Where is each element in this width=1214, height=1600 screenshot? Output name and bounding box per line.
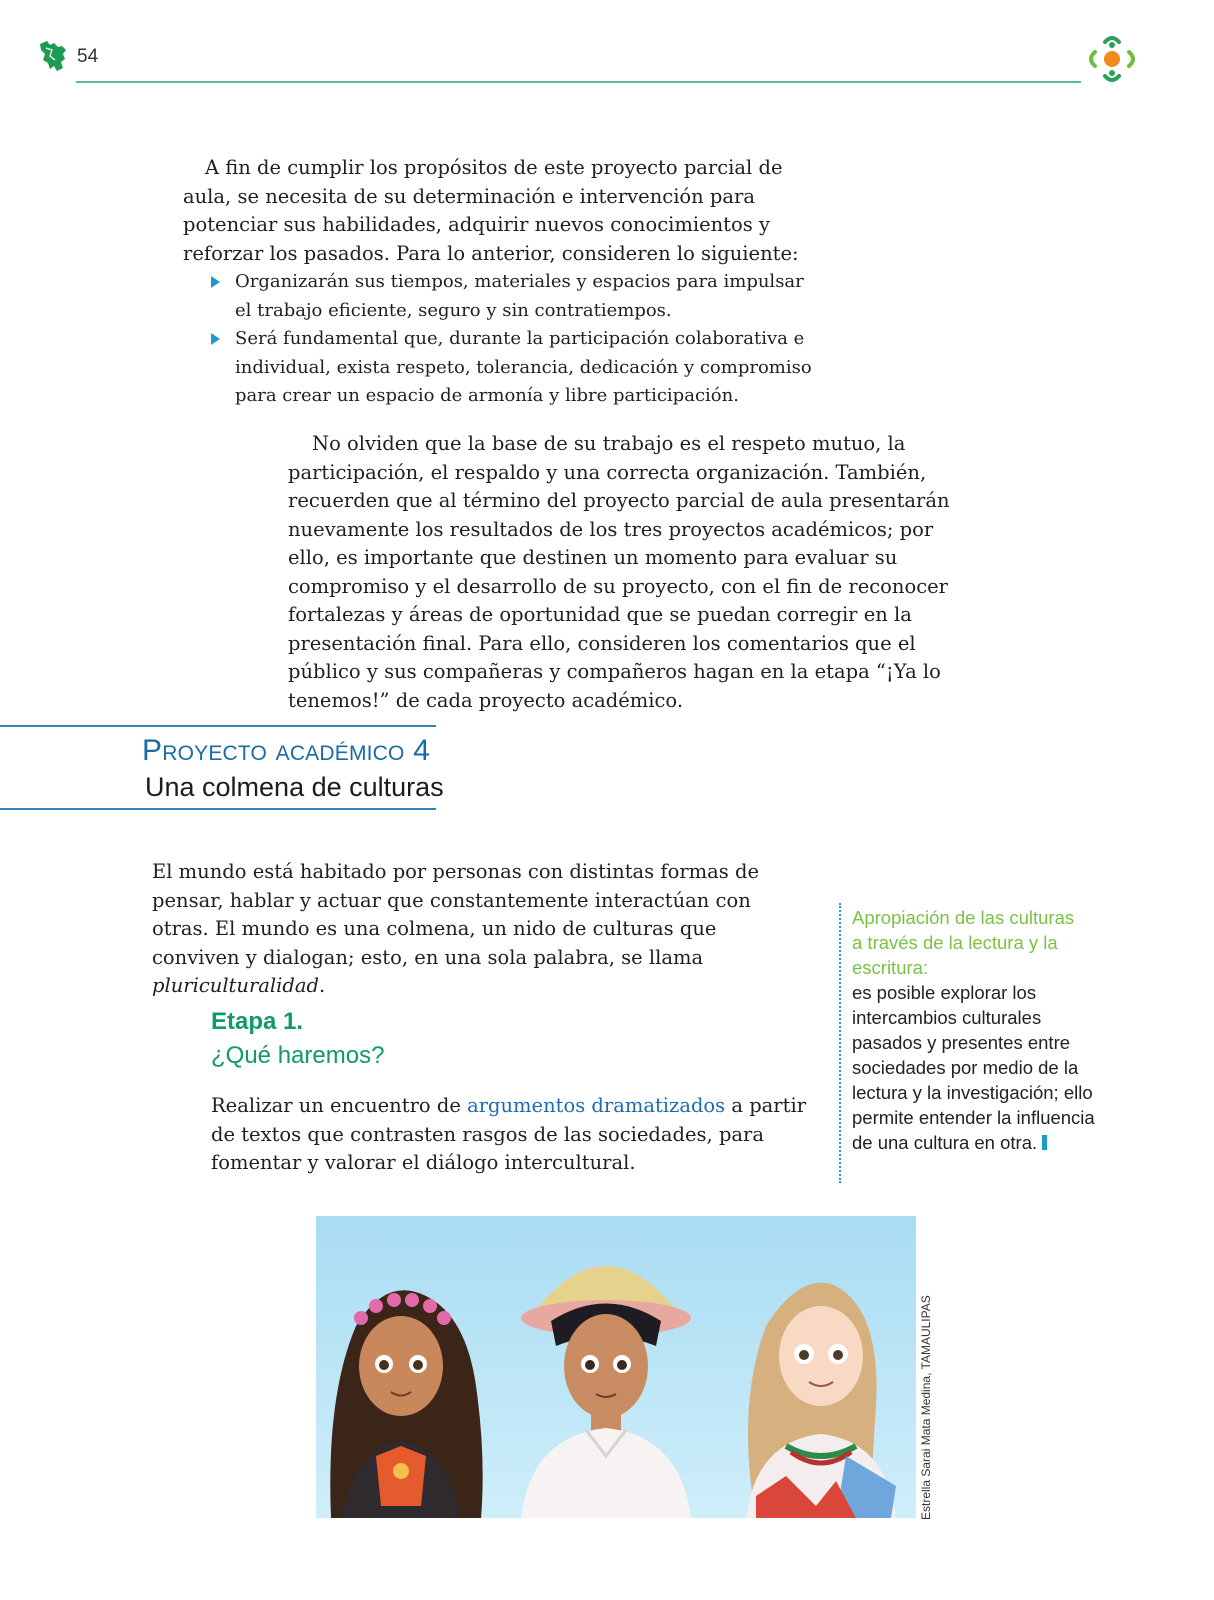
intro-paragraph: A fin de cumplir los propósitos de este proyecto parcial de aula, se necesita de su determinación e intervención para potenciar sus habilidades, adquirir nuevos conocimientos y reforzar los pasados. Para lo anterior, consideren lo siguiente: [183,156,799,265]
guidelines-list [209,268,819,411]
glossary-link[interactable]: argumentos dramatizados [467,1094,726,1117]
stage-number: Etapa 1. [211,1008,304,1035]
list-item: Organizarán sus tiempos, materiales y espacios para impulsar el trabajo eficiente, seguro y sin contratiempos. [209,268,819,325]
section-rule-top [0,725,436,727]
three-students-illustration [316,1216,916,1518]
community-circle-icon [1085,32,1139,86]
emphasis-term: pluriculturalidad [152,974,319,997]
stage-question: ¿Qué haremos? [211,1042,385,1069]
sidebar-dotted-rule [839,903,841,1183]
list-item: Será fundamental que, durante la participación colaborativa e individual, exista respeto, tolerancia, dedicación y compromiso para crear un espacio de armonía y libre participación. [209,325,819,411]
end-mark-icon [1042,1135,1047,1150]
mexico-map-icon [38,38,68,74]
section-kicker: Proyecto académico 4 [142,734,431,767]
task-paragraph: Realizar un encuentro de argumentos dramatizados a partir de textos que contrasten rasgos de las sociedades, para fomentar y valorar el diálogo intercultural. [211,1094,807,1174]
bullet-triangle-icon [211,333,220,345]
task-block [211,1092,811,1178]
sidebar-body: es posible explorar los intercambios culturales pasados y presentes entre sociedades por medio de la lectura y la investigación; ello permite entender la influencia de una cultura en otra. [852,982,1095,1153]
intro-block [183,154,823,268]
reminder-paragraph: No olviden que la base de su trabajo es el respeto mutuo, la participación, el respaldo y una correcta organización. También, recuerden que al término del proyecto parcial de aula presentarán nuevamente los resultados de los tres proyectos académicos; por ello, es importante que destinen un momento para evaluar su compromiso y el desarrollo de su proyecto, con el fin de reconocer fortalezas y áreas de oportunidad que se puedan corregir en la presentación final. Para ello, consideren los comentarios que el público y sus compañeras y compañeros hagan en la etapa “¡Ya lo tenemos!” de cada proyecto académico. [288,432,950,712]
header-rule [76,81,1081,83]
world-block [152,858,802,1001]
illustration-credit: Estrella Sarai Mata Medina, TAMAULIPAS [919,1295,933,1520]
reminder-block [288,430,958,715]
section-title: Una colmena de culturas [145,772,444,802]
world-paragraph: El mundo está habitado por personas con distintas formas de pensar, hablar y actuar que constantemente interactúan con otras. El mundo es una colmena, un nido de culturas que conviven y dialogan; esto, en una sola palabra, se llama pluriculturalidad. [152,860,759,997]
sidebar-heading: Apropiación de las culturas a través de la lectura y la escritura: [852,907,1075,978]
page-number: 54 [77,46,99,67]
bullet-triangle-icon [211,276,220,288]
section-rule-bottom [0,808,436,810]
